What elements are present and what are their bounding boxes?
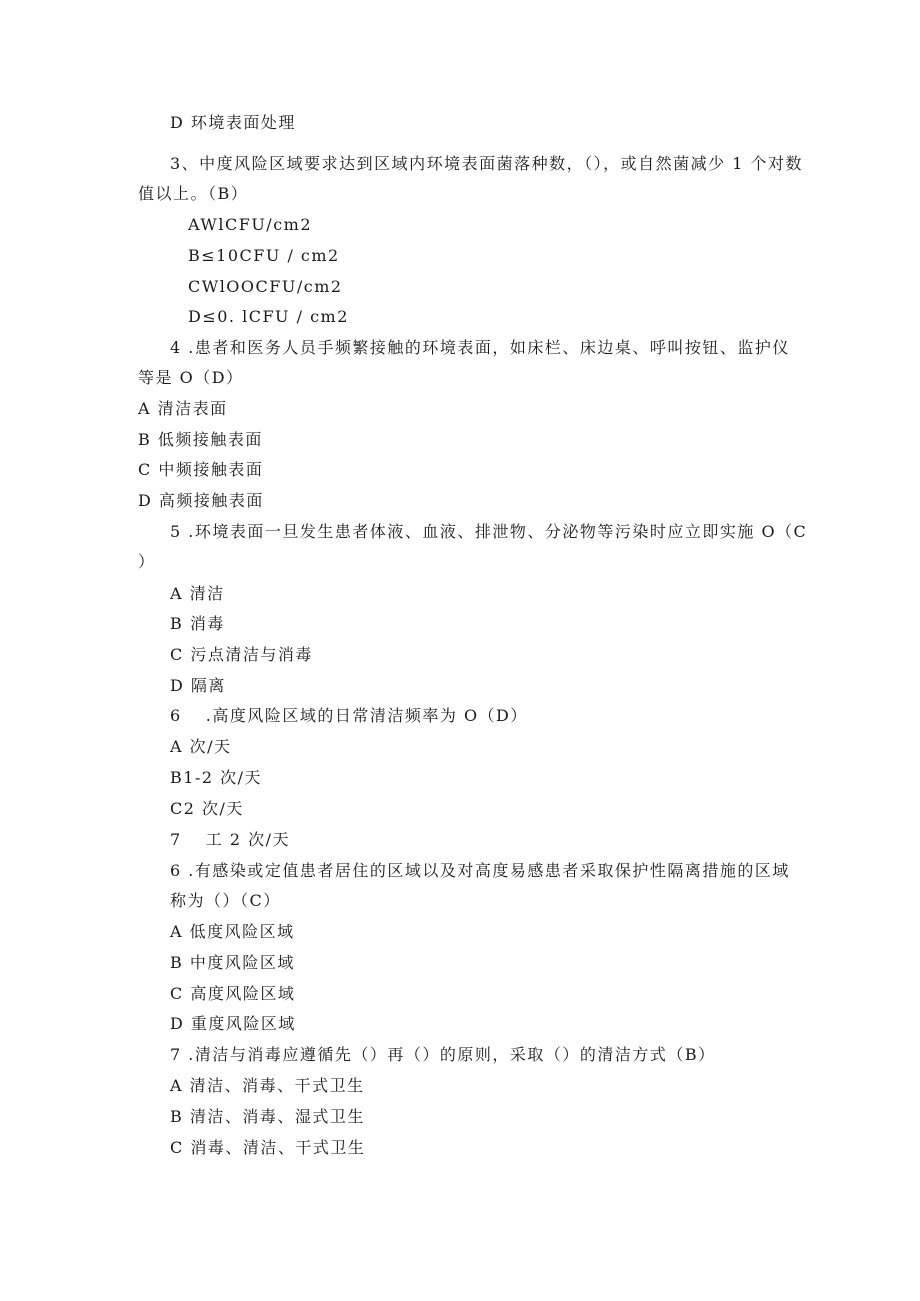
question-6-text: 6 .高度风险区域的日常清洁频率为 O（D）: [170, 706, 528, 725]
q6b-option-b: B 中度风险区域: [170, 953, 295, 972]
question-5-text: 5 .环境表面一旦发生患者体液、血液、排泄物、分泌物等污染时应立即实施 O（C: [170, 522, 808, 541]
question-6b-text: 6 .有感染或定值患者居住的区域以及对高度易感患者采取保护性隔离措施的区域: [170, 861, 790, 880]
question-5-text-cont: ）: [138, 552, 156, 571]
q7-option-a: A 清洁、消毒、干式卫生: [170, 1076, 365, 1095]
q3-option-c: CWlOOCFU/cm2: [188, 277, 343, 296]
q4-option-d: D 高频接触表面: [138, 491, 264, 510]
question-7-text: 7 .清洁与消毒应遵循先（）再（）的原则，采取（）的清洁方式（B）: [170, 1045, 716, 1064]
q6b-option-d: D 重度风险区域: [170, 1014, 296, 1033]
question-3-text: 3、中度风险区域要求达到区域内环境表面菌落种数，（），或自然菌减少 1 个对数: [170, 154, 804, 173]
q6b-option-a: A 低度风险区域: [170, 922, 295, 941]
q6-option-b: B1-2 次/天: [170, 768, 263, 787]
q4-option-a: A 清洁表面: [138, 399, 228, 418]
q7-option-b: B 清洁、消毒、湿式卫生: [170, 1107, 365, 1126]
q3-option-a: AWlCFU/cm2: [188, 215, 312, 234]
q6-option-d: 7 工 2 次/天: [170, 830, 291, 849]
q5-option-b: B 消毒: [170, 614, 225, 633]
q3-option-d: D≤0. lCFU / cm2: [188, 307, 349, 326]
question-4-text-cont: 等是 O（D）: [138, 368, 244, 387]
q6b-option-c: C 高度风险区域: [170, 984, 296, 1003]
q4-option-b: B 低频接触表面: [138, 430, 263, 449]
question-6b-text-cont: 称为（）（C）: [170, 891, 281, 910]
option-d-env-surface: D 环境表面处理: [170, 113, 296, 132]
q5-option-c: C 污点清洁与消毒: [170, 645, 313, 664]
q6-option-a: A 次/天: [170, 737, 232, 756]
q6-option-c: C2 次/天: [170, 799, 244, 818]
q4-option-c: C 中频接触表面: [138, 460, 264, 479]
q5-option-d: D 隔离: [170, 676, 226, 695]
q5-option-a: A 清洁: [170, 584, 225, 603]
q3-option-b: B≤10CFU / cm2: [188, 246, 340, 265]
question-3-text-cont: 值以上。（B）: [138, 184, 249, 203]
q7-option-c: C 消毒、清洁、干式卫生: [170, 1138, 366, 1157]
question-4-text: 4 .患者和医务人员手频繁接触的环境表面，如床栏、床边桌、呼叫按钮、监护仪: [170, 338, 790, 357]
